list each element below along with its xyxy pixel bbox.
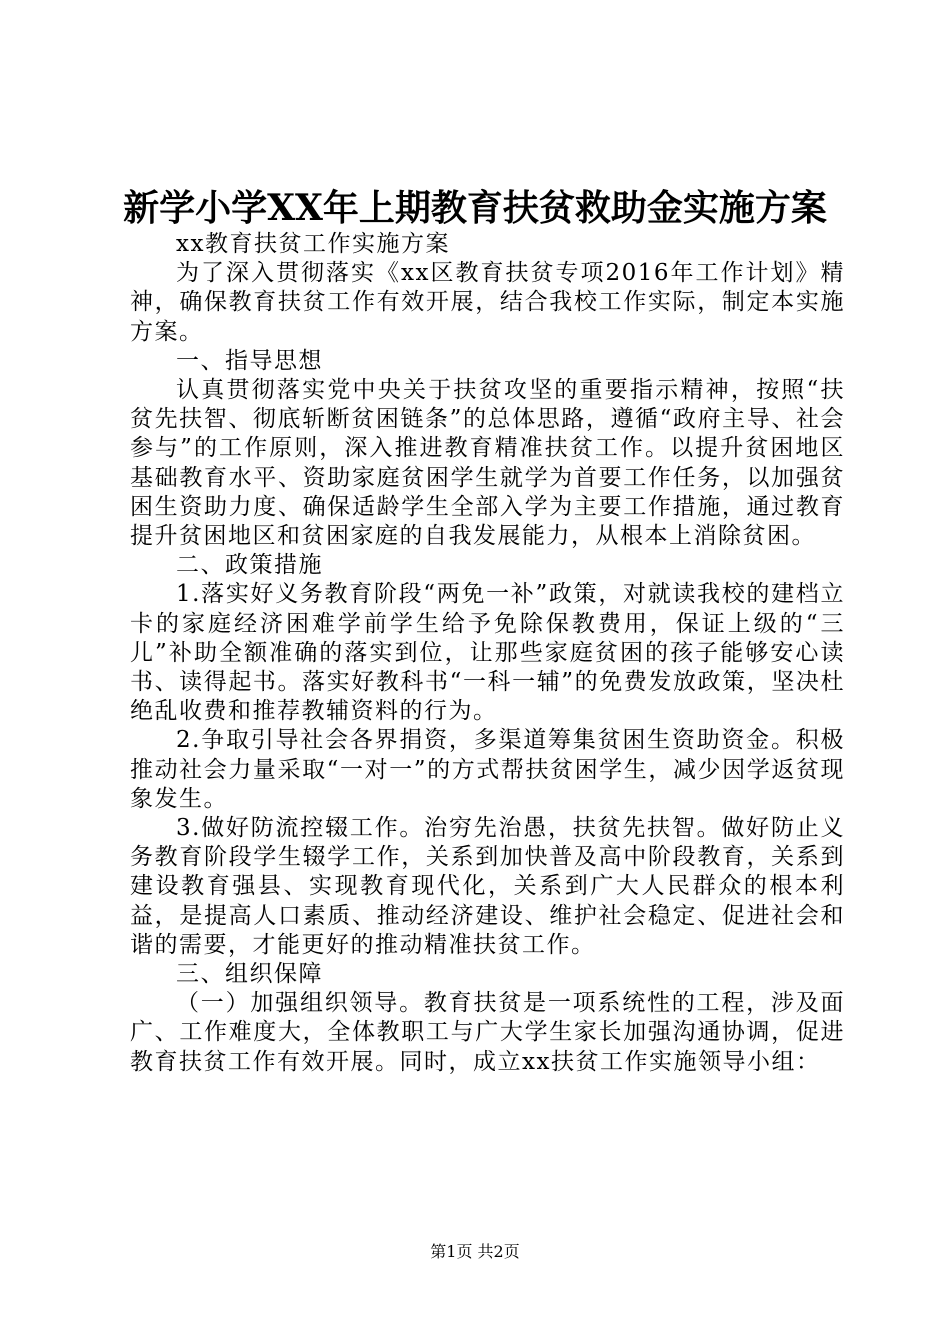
section-heading-policy-measures: 二、政策措施: [176, 552, 323, 579]
policy-measure-3: 3.做好防流控辍工作。治穷先治愚，扶贫先扶智。做好防止义务教育阶段学生辍学工作，关系到加快普及高中阶段教育，关系到建设教育强县、实现教育现代化，关系到广大人民群众的根本利益，是提高人口素质、推动经济建设、维护社会稳定、促进社会和谐的需要，才能更好的推动精准扶贫工作。: [130, 815, 845, 958]
policy-measure-2: 2.争取引导社会各界捐资，多渠道筹集贫困生资助资金。积极推动社会力量采取“一对一”的方式帮扶贫困学生，减少因学返贫现象发生。: [130, 727, 845, 812]
document-title: 新学小学XX年上期教育扶贫救助金实施方案: [123, 187, 827, 229]
intro-paragraph: 为了深入贯彻落实《xx区教育扶贫专项2016年工作计划》精神，确保教育扶贫工作有效开展，结合我校工作实际，制定本实施方案。: [130, 260, 845, 345]
section-heading-organization: 三、组织保障: [176, 961, 323, 988]
organization-paragraph-1: （一）加强组织领导。教育扶贫是一项系统性的工程，涉及面广、工作难度大，全体教职工与广大学生家长加强沟通协调，促进教育扶贫工作有效开展。同时，成立xx扶贫工作实施领导小组：: [130, 990, 845, 1075]
subtitle-paragraph: xx教育扶贫工作实施方案: [176, 231, 450, 257]
guiding-thought-paragraph: 认真贯彻落实党中央关于扶贫攻坚的重要指示精神，按照“扶贫先扶智、彻底斩断贫困链条”的总体思路，遵循“政府主导、社会参与”的工作原则，深入推进教育精准扶贫工作。以提升贫困地区基础教育水平、资助家庭贫困学生就学为首要工作任务，以加强贫困生资助力度、确保适龄学生全部入学为主要工作措施，通过教育提升贫困地区和贫困家庭的自我发展能力，从根本上消除贫困。: [130, 377, 845, 550]
policy-measure-1: 1.落实好义务教育阶段“两免一补”政策，对就读我校的建档立卡的家庭经济困难学前学生给予免除保教费用，保证上级的“三儿”补助全额准确的落实到位，让那些家庭贫困的孩子能够安心读书、读得起书。落实好教科书“一科一辅”的免费发放政策，坚决杜绝乱收费和推荐教辅资料的行为。: [130, 581, 845, 725]
document-body: [130, 230, 845, 1077]
page-footer: 第1页 共2页: [430, 1242, 520, 1261]
section-heading-guiding-thought: 一、指导思想: [176, 347, 323, 374]
